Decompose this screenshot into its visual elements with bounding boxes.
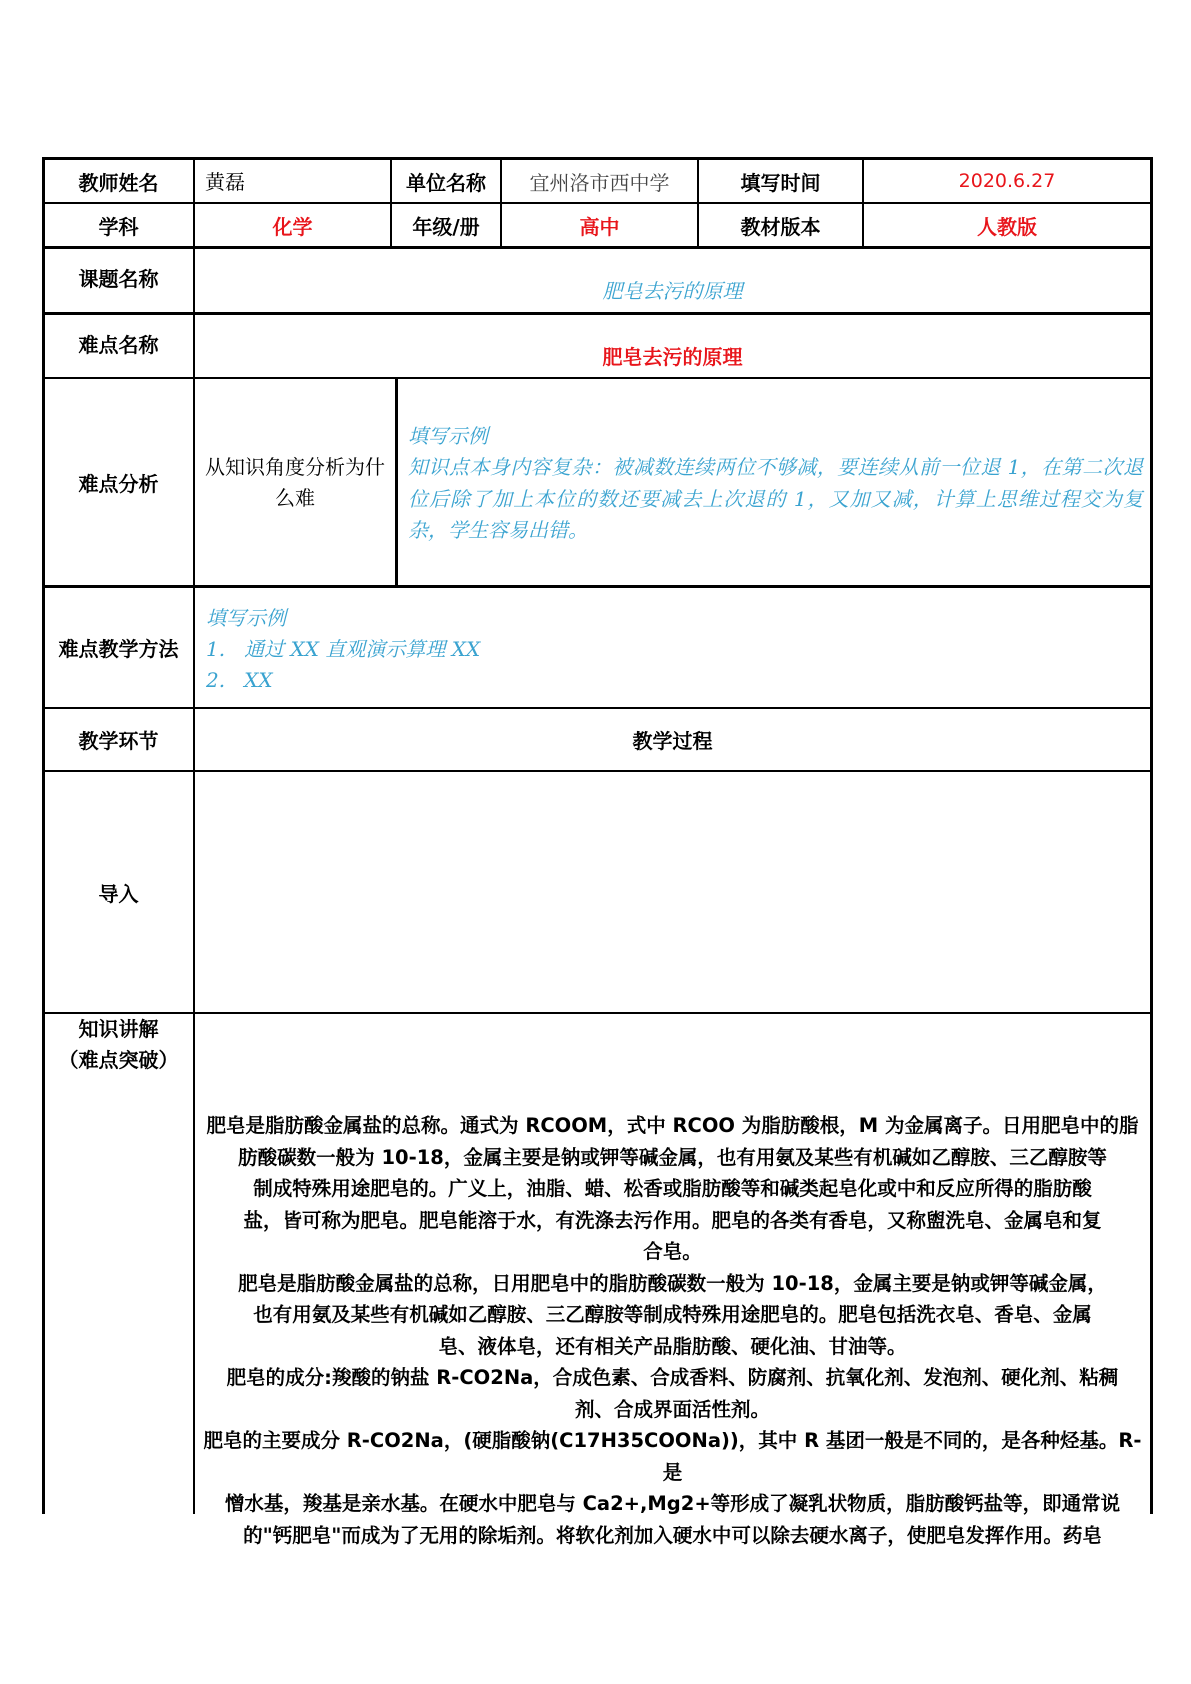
difficulty-value: 肥皂去污的原理	[602, 344, 743, 369]
knowledge-text-line: 的"钙肥皂"而成为了无用的除垢剂。将软化剂加入硬水中可以除去硬水离子，使肥皂发挥作用。药皂	[243, 1523, 1102, 1547]
unit-name-label: 单位名称	[406, 170, 486, 195]
knowledge-text-line: 也有用氨及某些有机碱如乙醇胺、三乙醇胺等制成特殊用途肥皂的。肥皂包括洗衣皂、香皂、金属	[253, 1303, 1092, 1326]
col-divider	[395, 377, 398, 586]
teaching-step-header: 教学环节	[78, 729, 159, 753]
analysis-example-title: 填写示例	[408, 424, 488, 448]
grade-label: 年级/册	[412, 214, 480, 239]
knowledge-text-line: 盐，皆可称为肥皂。肥皂能溶于水，有洗涤去污作用。肥皂的各类有香皂，又称盥洗皂、金属皂和复	[243, 1208, 1102, 1232]
knowledge-text-line: 憎水基，羧基是亲水基。在硬水中肥皂与 Ca2+,Mg2+等形成了凝乳状物质，脂肪酸钙盐等，即通常说	[224, 1492, 1121, 1515]
subject-value: 化学	[272, 214, 313, 239]
method-label: 难点教学方法	[58, 637, 179, 661]
knowledge-text-line: 皂、液体皂，还有相关产品脂肪酸、硬化油、甘油等。	[438, 1334, 907, 1358]
knowledge-text-line: 肥皂的主要成分 R-CO2Na，(硬脂酸钠(C17H35COONa))，其中 R 基团一般是不同的，是各种烃基。R-是	[203, 1429, 1142, 1484]
analysis-sub-label: 从知识角度分析为什么难	[205, 455, 385, 510]
analysis-example-text: 知识点本身内容复杂：被减数连续两位不够减，要连续从前一位退 1，在第二次退位后除了加上本位的数还要减去上次退的 1，又加又减，计算上思维过程交为复杂，学生容易出错。	[408, 455, 1143, 542]
difficulty-label: 难点名称	[78, 332, 159, 357]
edition-label: 教材版本	[740, 214, 821, 239]
teaching-process-header: 教学过程	[632, 729, 713, 753]
row-divider	[42, 377, 1153, 379]
knowledge-text-line: 肪酸碳数一般为 10-18，金属主要是钠或钾等碱金属，也有用氨及某些有机碱如乙醇胺、三乙醇胺等	[238, 1145, 1107, 1169]
knowledge-label	[44, 1014, 193, 1076]
knowledge-text-line: 制成特殊用途肥皂的。广义上，油脂、蜡、松香或脂肪酸等和碱类起皂化或中和反应所得的脂肪酸	[253, 1177, 1092, 1200]
topic-value: 肥皂去污的原理	[602, 279, 743, 303]
knowledge-text-line: 肥皂是脂肪酸金属盐的总称，日用肥皂中的脂肪酸碳数一般为 10-18，金属主要是钠或钾等碱金属，	[238, 1271, 1107, 1295]
knowledge-text-line: 肥皂是脂肪酸金属盐的总称。通式为 RCOOM，式中 RCOO 为脂肪酸根，M 为金属离子。日用肥皂中的脂	[206, 1114, 1139, 1137]
row-divider	[42, 1012, 1153, 1014]
fill-time-value: 2020.6.27	[958, 170, 1056, 192]
knowledge-label-line2: （难点突破）	[58, 1048, 179, 1072]
fill-time-label: 填写时间	[740, 170, 821, 195]
method-item: 2. XX	[206, 668, 273, 692]
knowledge-content	[200, 1110, 1145, 1551]
teacher-name-label: 教师姓名	[78, 170, 159, 195]
subject-label: 学科	[98, 214, 139, 239]
method-example-title: 填写示例	[206, 606, 286, 630]
edition-value: 人教版	[977, 214, 1037, 239]
table-border-right	[1150, 157, 1153, 1514]
analysis-label: 难点分析	[78, 471, 159, 496]
knowledge-text-line: 剂、合成界面活性剂。	[574, 1397, 770, 1421]
knowledge-text-line: 合皂。	[643, 1240, 702, 1263]
teacher-name-value: 黄磊	[205, 170, 245, 194]
knowledge-text-line: 肥皂的成分:羧酸的钠盐 R-CO2Na，合成色素、合成香料、防腐剂、抗氧化剂、发泡剂、硬化剂、粘稠	[226, 1366, 1119, 1389]
grade-value: 高中	[579, 214, 620, 239]
method-item: 1. 通过 XX 直观演示算理 XX	[206, 637, 481, 661]
row-divider	[42, 585, 1153, 588]
topic-label: 课题名称	[78, 267, 159, 291]
intro-label: 导入	[98, 881, 139, 906]
knowledge-label-line1: 知识讲解	[78, 1017, 159, 1041]
unit-name-value: 宜州洛市西中学	[529, 170, 670, 195]
intro-content	[195, 772, 1150, 1012]
